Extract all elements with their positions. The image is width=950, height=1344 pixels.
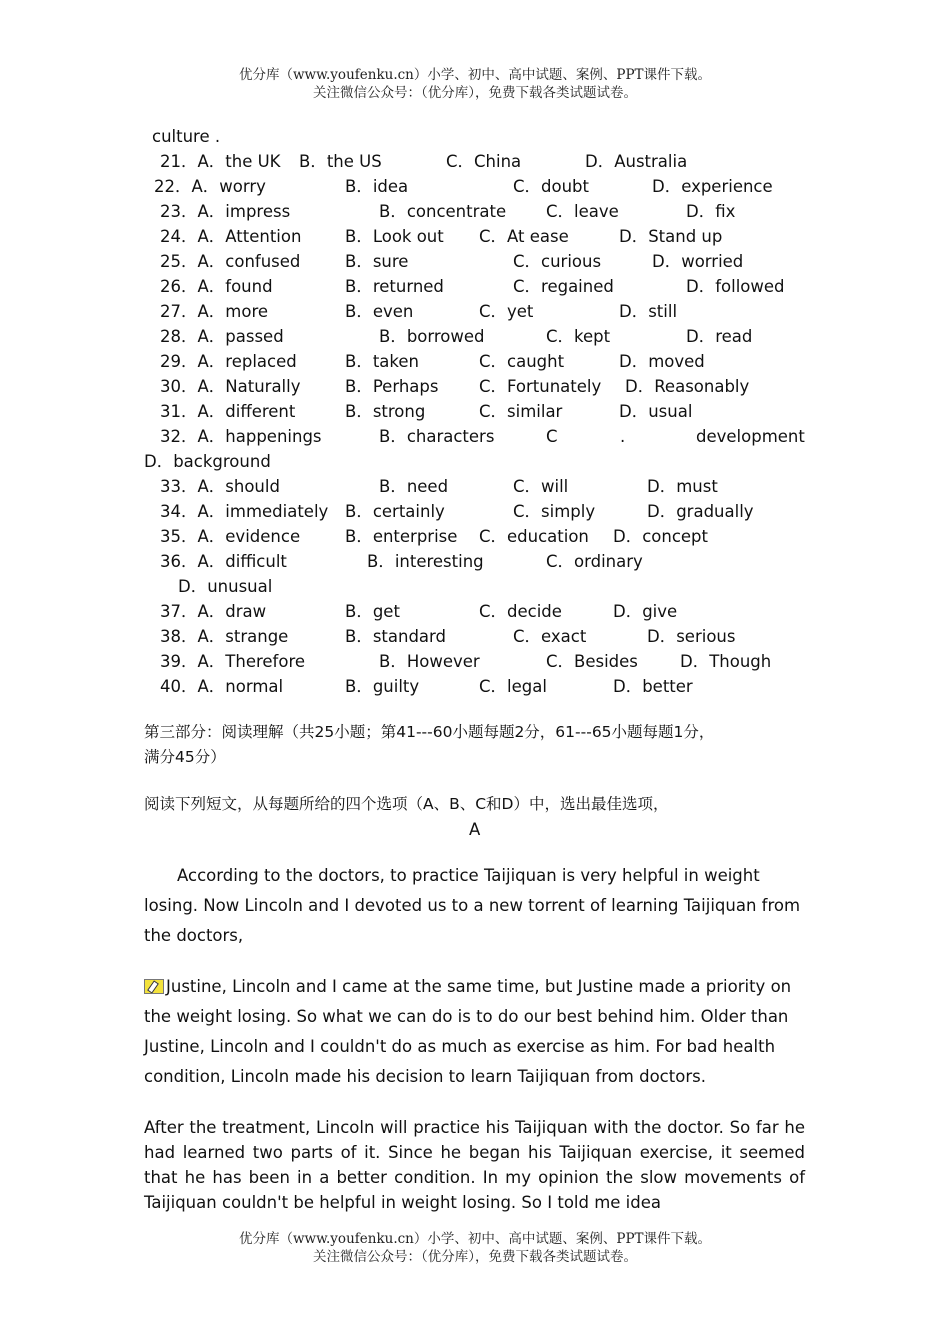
q37-b: B．get <box>345 602 400 621</box>
q31-a: 31．A．different <box>160 402 296 421</box>
paragraph-1: According to the doctors, to practice Taijiquan is very helpful in weight losing. Now Lincoln and I devoted us to a new torrent of learning Taijiquan from the doctors, <box>144 866 801 945</box>
reading-instruction: 阅读下列短文，从每题所给的四个选项（A、B、C和D）中，选出最佳选项， <box>144 795 669 813</box>
q25-b: B．sure <box>345 252 409 271</box>
q33-a: 33．A．should <box>160 477 280 496</box>
footer-line-2: 关注微信公众号：（优分库），免费下载各类试题试卷。 <box>313 1249 637 1265</box>
q32-c-text: development <box>696 427 805 446</box>
q33-b: B．need <box>379 477 449 496</box>
section-3-heading-cont: 满分45分） <box>144 748 226 766</box>
q34-b: B．certainly <box>345 502 445 521</box>
q28-a: 28．A．passed <box>160 327 284 346</box>
header-line-1: 优分库（www.youfenku.cn）小学、初中、高中试题、案例、PPT课件下载。 <box>238 67 712 83</box>
q32-d: D．background <box>144 452 271 471</box>
q31-c: C．similar <box>479 402 563 421</box>
q24-c: C．At ease <box>479 227 569 246</box>
paragraph-2-text: Justine, Lincoln and I came at the same time, but Justine made a priority on the weight losing. So what we can do is to do our best behind him. Older than Justine, Lincoln and I couldn't do as much as exercise as him. For bad health condition, Lincoln made his decision to learn Taijiquan from doctors. <box>144 977 792 1086</box>
q25-c: C．curious <box>513 252 602 271</box>
q36-a: 36．A．difficult <box>160 552 287 571</box>
q28-d: D．read <box>686 327 753 346</box>
q38-b: B．standard <box>345 627 447 646</box>
q21-a: 21．A．the UK <box>160 152 281 171</box>
q40-a: 40．A．normal <box>160 677 284 696</box>
q24-b: B．Look out <box>345 227 444 246</box>
q38-c: C．exact <box>513 627 587 646</box>
q21-d: D．Australia <box>585 152 688 171</box>
q37-c: C．decide <box>479 602 562 621</box>
q37-a: 37．A．draw <box>160 602 267 621</box>
q39-b: B．However <box>379 652 480 671</box>
q29-d: D．moved <box>619 352 705 371</box>
q29-b: B．taken <box>345 352 419 371</box>
header-line-2: 关注微信公众号：（优分库），免费下载各类试题试卷。 <box>313 85 637 101</box>
q33-c: C．will <box>513 477 569 496</box>
q28-c: C．kept <box>546 327 611 346</box>
q23-c: C．leave <box>546 202 619 221</box>
q27-c: C．yet <box>479 302 534 321</box>
q40-b: B．guilty <box>345 677 420 696</box>
section-3-heading: 第三部分：阅读理解（共25小题；第41---60小题每题2分，61---65小题每题1分， <box>144 723 715 741</box>
q21-b: B．the US <box>299 152 382 171</box>
q24-d: D．Stand up <box>619 227 723 246</box>
q26-b: B．returned <box>345 277 444 296</box>
pencil-icon <box>144 979 164 994</box>
q35-d: D．concept <box>613 527 708 546</box>
paragraph-3: After the treatment, Lincoln will practice his Taijiquan with the doctor. So far he had learned two parts of it. Since he began his Taijiquan exercise, it seemed that he has been in a better condition. In my opinion the slow movements of Taijiquan couldn't be helpful in weight losing. So I told me idea <box>144 1118 805 1212</box>
q36-b: B．interesting <box>367 552 484 571</box>
q23-a: 23．A．impress <box>160 202 291 221</box>
q21-c: C．China <box>446 152 522 171</box>
q32-a: 32．A．happenings <box>160 427 322 446</box>
q35-c: C．education <box>479 527 589 546</box>
q34-c: C．simply <box>513 502 596 521</box>
q37-d: D．give <box>613 602 678 621</box>
q30-b: B．Perhaps <box>345 377 439 396</box>
page-header <box>0 66 950 102</box>
q27-a: 27．A．more <box>160 302 269 321</box>
q34-a: 34．A．immediately <box>160 502 329 521</box>
q29-a: 29．A．replaced <box>160 352 297 371</box>
q32-c-dot: . <box>620 427 626 446</box>
q40-d: D．better <box>613 677 693 696</box>
q30-d: D．Reasonably <box>625 377 750 396</box>
q39-c: C．Besides <box>546 652 638 671</box>
q32-c: C <box>546 427 558 446</box>
q31-d: D．usual <box>619 402 693 421</box>
q26-c: C．regained <box>513 277 614 296</box>
q23-b: B．concentrate <box>379 202 507 221</box>
q38-d: D．serious <box>647 627 736 646</box>
q22-d: D．experience <box>652 177 773 196</box>
q39-a: 39．A．Therefore <box>160 652 306 671</box>
paragraph-2 <box>144 972 805 1092</box>
q22-b: B．idea <box>345 177 409 196</box>
passage-label: A <box>469 820 481 839</box>
q29-c: C．caught <box>479 352 565 371</box>
q28-b: B．borrowed <box>379 327 485 346</box>
q25-a: 25．A．confused <box>160 252 301 271</box>
q35-a: 35．A．evidence <box>160 527 301 546</box>
q30-a: 30．A．Naturally <box>160 377 301 396</box>
q31-b: B．strong <box>345 402 426 421</box>
q26-d: D．followed <box>686 277 785 296</box>
q23-d: D．fix <box>686 202 736 221</box>
q32-b: B．characters <box>379 427 495 446</box>
q33-d: D．must <box>647 477 718 496</box>
q39-d: D．Though <box>680 652 772 671</box>
q35-b: B．enterprise <box>345 527 458 546</box>
page-footer <box>0 1230 950 1266</box>
q25-d: D．worried <box>652 252 744 271</box>
q24-a: 24．A．Attention <box>160 227 302 246</box>
q22-c: C．doubt <box>513 177 589 196</box>
continued-text: culture . <box>152 127 221 146</box>
footer-line-1: 优分库（www.youfenku.cn）小学、初中、高中试题、案例、PPT课件下载。 <box>238 1231 712 1247</box>
q36-c: C．ordinary <box>546 552 643 571</box>
q40-c: C．legal <box>479 677 547 696</box>
q27-b: B．even <box>345 302 414 321</box>
q34-d: D．gradually <box>647 502 754 521</box>
q36-d: D．unusual <box>178 577 273 596</box>
q27-d: D．still <box>619 302 678 321</box>
q22-a: 22．A．worry <box>154 177 266 196</box>
q38-a: 38．A．strange <box>160 627 289 646</box>
q26-a: 26．A．found <box>160 277 273 296</box>
q30-c: C．Fortunately <box>479 377 602 396</box>
